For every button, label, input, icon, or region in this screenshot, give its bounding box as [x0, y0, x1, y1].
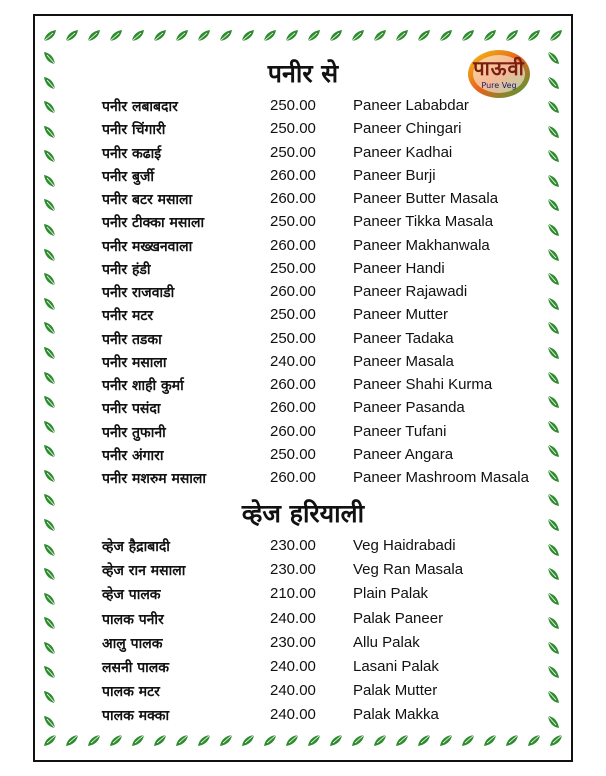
leaf-icon — [262, 732, 278, 748]
item-name-english: Paneer Makhanwala — [353, 236, 490, 254]
item-price: 250.00 — [270, 213, 316, 231]
item-name-hindi: आलु पालक — [102, 635, 163, 652]
menu-item-row — [0, 561, 606, 583]
leaf-icon — [108, 732, 124, 748]
leaf-icon — [350, 732, 366, 748]
leaf-icon — [86, 732, 102, 748]
item-price: 260.00 — [270, 166, 316, 184]
item-name-english: Veg Ran Masala — [353, 561, 464, 579]
item-name-hindi: पालक मटर — [102, 684, 160, 701]
menu-item-row — [0, 330, 606, 352]
item-price: 240.00 — [270, 706, 316, 724]
menu-item-row — [0, 399, 606, 421]
menu-item-row — [0, 423, 606, 445]
item-price: 230.00 — [270, 561, 316, 579]
leaf-icon — [240, 28, 256, 44]
item-name-english: Paneer Angara — [353, 445, 454, 463]
menu-item-row — [0, 283, 606, 305]
item-name-hindi: पनीर बटर मसाला — [102, 192, 193, 208]
menu-item-row — [0, 213, 606, 235]
menu-item-row — [0, 446, 606, 468]
item-price: 240.00 — [270, 609, 316, 627]
item-name-hindi: पनीर तुफानी — [102, 424, 166, 441]
leaf-icon — [372, 28, 388, 44]
item-name-hindi: व्हेज पालक — [102, 587, 161, 604]
item-name-hindi: व्हेज हैद्राबादी — [102, 539, 170, 555]
leaf-icon — [174, 732, 190, 748]
leaf-icon — [328, 732, 344, 748]
leaf-icon — [196, 28, 212, 44]
item-name-hindi: पालक मक्का — [102, 708, 170, 725]
leaf-icon — [504, 732, 520, 748]
leaf-icon — [504, 28, 520, 44]
item-name-english: Palak Makka — [353, 706, 439, 724]
item-name-hindi: पनीर शाही कुर्मा — [102, 378, 184, 394]
item-name-english: Paneer Mashroom Masala — [353, 469, 529, 486]
item-name-hindi: पनीर मख्खनवाला — [102, 238, 193, 255]
leaf-icon — [152, 732, 168, 748]
menu-item-row — [0, 353, 606, 375]
leaf-icon — [218, 28, 234, 44]
item-name-english: Paneer Masala — [353, 352, 454, 370]
leaf-icon — [130, 732, 146, 748]
leaf-icon — [526, 28, 542, 44]
item-name-english: Paneer Tadaka — [353, 329, 454, 347]
item-name-hindi: पालक पनीर — [102, 611, 164, 628]
menu-item-row — [0, 706, 606, 728]
menu-item-row — [0, 610, 606, 632]
item-price: 210.00 — [270, 585, 316, 603]
logo-name: पाऊवी — [473, 56, 525, 80]
leaf-icon — [482, 28, 498, 44]
bottom-leaf-border — [42, 732, 564, 748]
menu-item-row — [0, 469, 606, 491]
menu-item-row — [0, 658, 606, 680]
leaf-icon — [196, 732, 212, 748]
item-price: 260.00 — [270, 236, 316, 254]
leaf-icon — [438, 28, 454, 44]
item-name-english: Paneer Butter Masala — [353, 190, 499, 207]
menu-item-row — [0, 237, 606, 259]
leaf-icon — [108, 28, 124, 44]
section-title-paneer: पनीर से — [267, 59, 339, 88]
item-price: 230.00 — [270, 537, 316, 554]
item-name-hindi: व्हेज रान मसाला — [102, 563, 186, 580]
item-price: 250.00 — [270, 329, 316, 347]
item-name-hindi: पनीर तडका — [102, 331, 162, 348]
item-price: 250.00 — [270, 445, 316, 463]
item-name-hindi: पनीर कढाई — [102, 145, 162, 162]
item-price: 260.00 — [270, 469, 316, 486]
leaf-icon — [240, 732, 256, 748]
item-name-english: Paneer Kadhai — [353, 143, 453, 161]
menu-item-row — [0, 376, 606, 398]
item-name-english: Paneer Burji — [353, 166, 436, 184]
item-price: 240.00 — [270, 682, 316, 700]
leaf-icon — [416, 28, 432, 44]
leaf-icon — [306, 732, 322, 748]
leaf-icon — [438, 732, 454, 748]
menu-item-row — [0, 190, 606, 212]
leaf-icon — [350, 28, 366, 44]
item-name-hindi: पनीर मटर — [102, 308, 154, 325]
leaf-icon — [262, 28, 278, 44]
menu-item-row — [0, 97, 606, 119]
leaf-icon — [130, 28, 146, 44]
menu-item-row — [0, 260, 606, 282]
leaf-icon — [460, 28, 476, 44]
logo-tagline: Pure Veg — [481, 81, 517, 90]
item-price: 230.00 — [270, 633, 316, 651]
leaf-icon — [548, 28, 564, 44]
leaf-icon — [394, 732, 410, 748]
item-price: 250.00 — [270, 143, 316, 161]
leaf-icon — [218, 732, 234, 748]
leaf-icon — [460, 732, 476, 748]
item-price: 240.00 — [270, 658, 316, 675]
item-price: 260.00 — [270, 190, 316, 207]
menu-item-row — [0, 585, 606, 607]
section-title-veg-hariyali: व्हेज हरियाली — [241, 499, 365, 528]
leaf-icon — [416, 732, 432, 748]
item-name-hindi: पनीर चिंगारी — [102, 122, 166, 139]
item-name-english: Paneer Handi — [353, 259, 445, 277]
leaf-icon — [284, 28, 300, 44]
menu-item-row — [0, 682, 606, 704]
item-name-english: Palak Paneer — [353, 609, 444, 627]
item-price: 260.00 — [270, 422, 316, 440]
leaf-icon — [548, 732, 564, 748]
item-name-english: Paneer Pasanda — [353, 399, 465, 417]
menu-item-row — [0, 167, 606, 189]
leaf-icon — [86, 28, 102, 44]
item-name-hindi: पनीर मशरुम मसाला — [102, 471, 207, 487]
item-name-english: Paneer Rajawadi — [353, 283, 468, 300]
item-name-hindi: पनीर अंगारा — [102, 447, 164, 464]
menu-item-row — [0, 120, 606, 142]
leaf-icon — [64, 28, 80, 44]
item-name-english: Palak Mutter — [353, 682, 438, 700]
leaf-icon — [328, 28, 344, 44]
item-name-english: Lasani Palak — [353, 658, 439, 675]
item-price: 250.00 — [270, 259, 316, 277]
item-name-english: Paneer Tikka Masala — [353, 213, 494, 231]
item-name-english: Paneer Shahi Kurma — [353, 376, 493, 393]
item-price: 260.00 — [270, 376, 316, 393]
leaf-icon — [174, 28, 190, 44]
item-name-english: Paneer Lababdar — [353, 97, 469, 114]
item-name-hindi: पनीर टीक्का मसाला — [102, 215, 205, 232]
menu-item-row — [0, 144, 606, 166]
item-name-hindi: पनीर राजवाडी — [102, 285, 175, 301]
leaf-icon — [306, 28, 322, 44]
item-price: 250.00 — [270, 306, 316, 324]
leaf-icon — [394, 28, 410, 44]
leaf-icon — [526, 732, 542, 748]
item-name-hindi: पनीर मसाला — [102, 354, 167, 371]
item-price: 250.00 — [270, 120, 316, 138]
item-name-hindi: पनीर हंडी — [102, 261, 151, 278]
item-name-english: Veg Haidrabadi — [353, 537, 456, 554]
menu-item-row — [0, 537, 606, 559]
item-name-english: Plain Palak — [353, 585, 429, 603]
top-leaf-border — [42, 28, 564, 44]
item-name-english: Paneer Chingari — [353, 120, 462, 138]
leaf-icon — [64, 732, 80, 748]
leaf-icon — [42, 732, 58, 748]
item-price: 250.00 — [270, 97, 316, 114]
menu-item-row — [0, 306, 606, 328]
item-name-hindi: लसनी पालक — [102, 660, 170, 676]
item-name-english: Allu Palak — [353, 633, 420, 651]
item-name-hindi: पनीर पसंदा — [102, 401, 161, 418]
item-name-english: Paneer Tufani — [353, 422, 447, 440]
leaf-icon — [482, 732, 498, 748]
leaf-icon — [284, 732, 300, 748]
item-price: 260.00 — [270, 399, 316, 417]
item-name-hindi: पनीर बुर्जी — [102, 168, 154, 185]
leaf-icon — [42, 28, 58, 44]
leaf-icon — [372, 732, 388, 748]
item-name-english: Paneer Mutter — [353, 306, 449, 324]
menu-item-row — [0, 634, 606, 656]
item-price: 240.00 — [270, 352, 316, 370]
item-price: 260.00 — [270, 283, 316, 300]
item-name-hindi: पनीर लबाबदार — [102, 99, 178, 115]
leaf-icon — [152, 28, 168, 44]
